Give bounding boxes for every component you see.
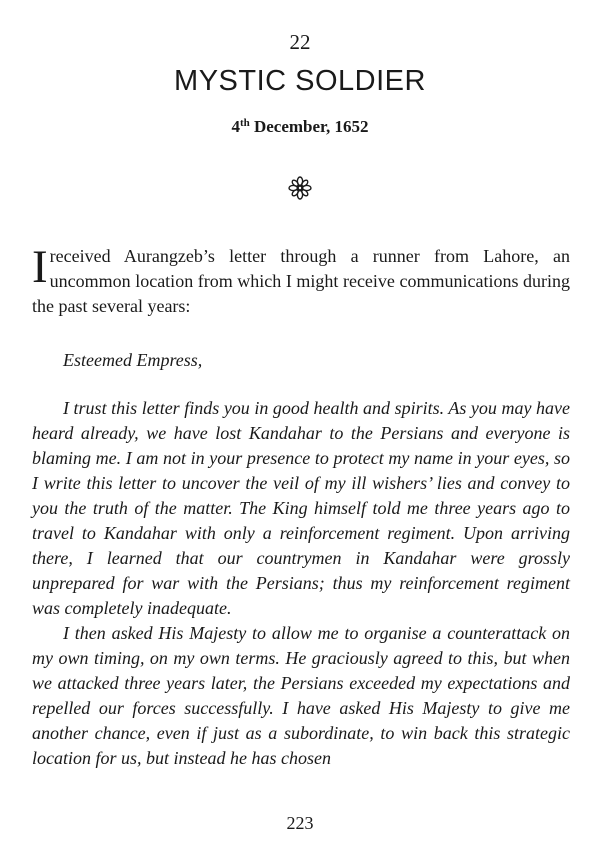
date-month-year: December, 1652: [249, 117, 369, 136]
floral-ornament-icon: [288, 176, 312, 200]
intro-paragraph: [32, 241, 570, 319]
chapter-title: MYSTIC SOLDIER: [174, 65, 426, 97]
letter-salutation: Esteemed Empress,: [63, 350, 203, 370]
letter-paragraph-2: I then asked His Majesty to allow me to organise a counterattack on my own timing, on my own terms. He graciously agreed to this, but when we attacked three years later, the Persians exceeded my expectations and repelled our forces successfully. I have asked His Majesty to give me another chance, even if just as a subordinate, to win back this strategic location for us, but instead he has chosen: [32, 623, 570, 768]
page-number: 223: [286, 813, 314, 833]
intro-text: received Aurangzeb’s letter through a runner from Lahore, an uncommon location from which I might receive communications during the past several years:: [32, 246, 570, 316]
letter-paragraph-1: I trust this letter finds you in good health and spirits. As you may have heard already, we have lost Kandahar to the Persians and everyone is blaming me. I am not in your presence to protect my name in your eyes, so I write this letter to uncover the veil of my ill wishers’ lies and convey to you the truth of the matter. The King himself told me three years ago to travel to Kandahar with only a reinforcement regiment. Upon arriving there, I learned that our countrymen in Kandahar were grossly unprepared for war with the Persians; thus my reinforcement regiment was completely inadequate.: [32, 398, 570, 618]
chapter-number: 22: [289, 30, 311, 54]
letter-block: [32, 348, 570, 771]
drop-cap: I: [32, 241, 48, 293]
date-day: 4: [231, 117, 240, 136]
chapter-date: [0, 116, 600, 138]
date-suffix: th: [239, 117, 250, 129]
